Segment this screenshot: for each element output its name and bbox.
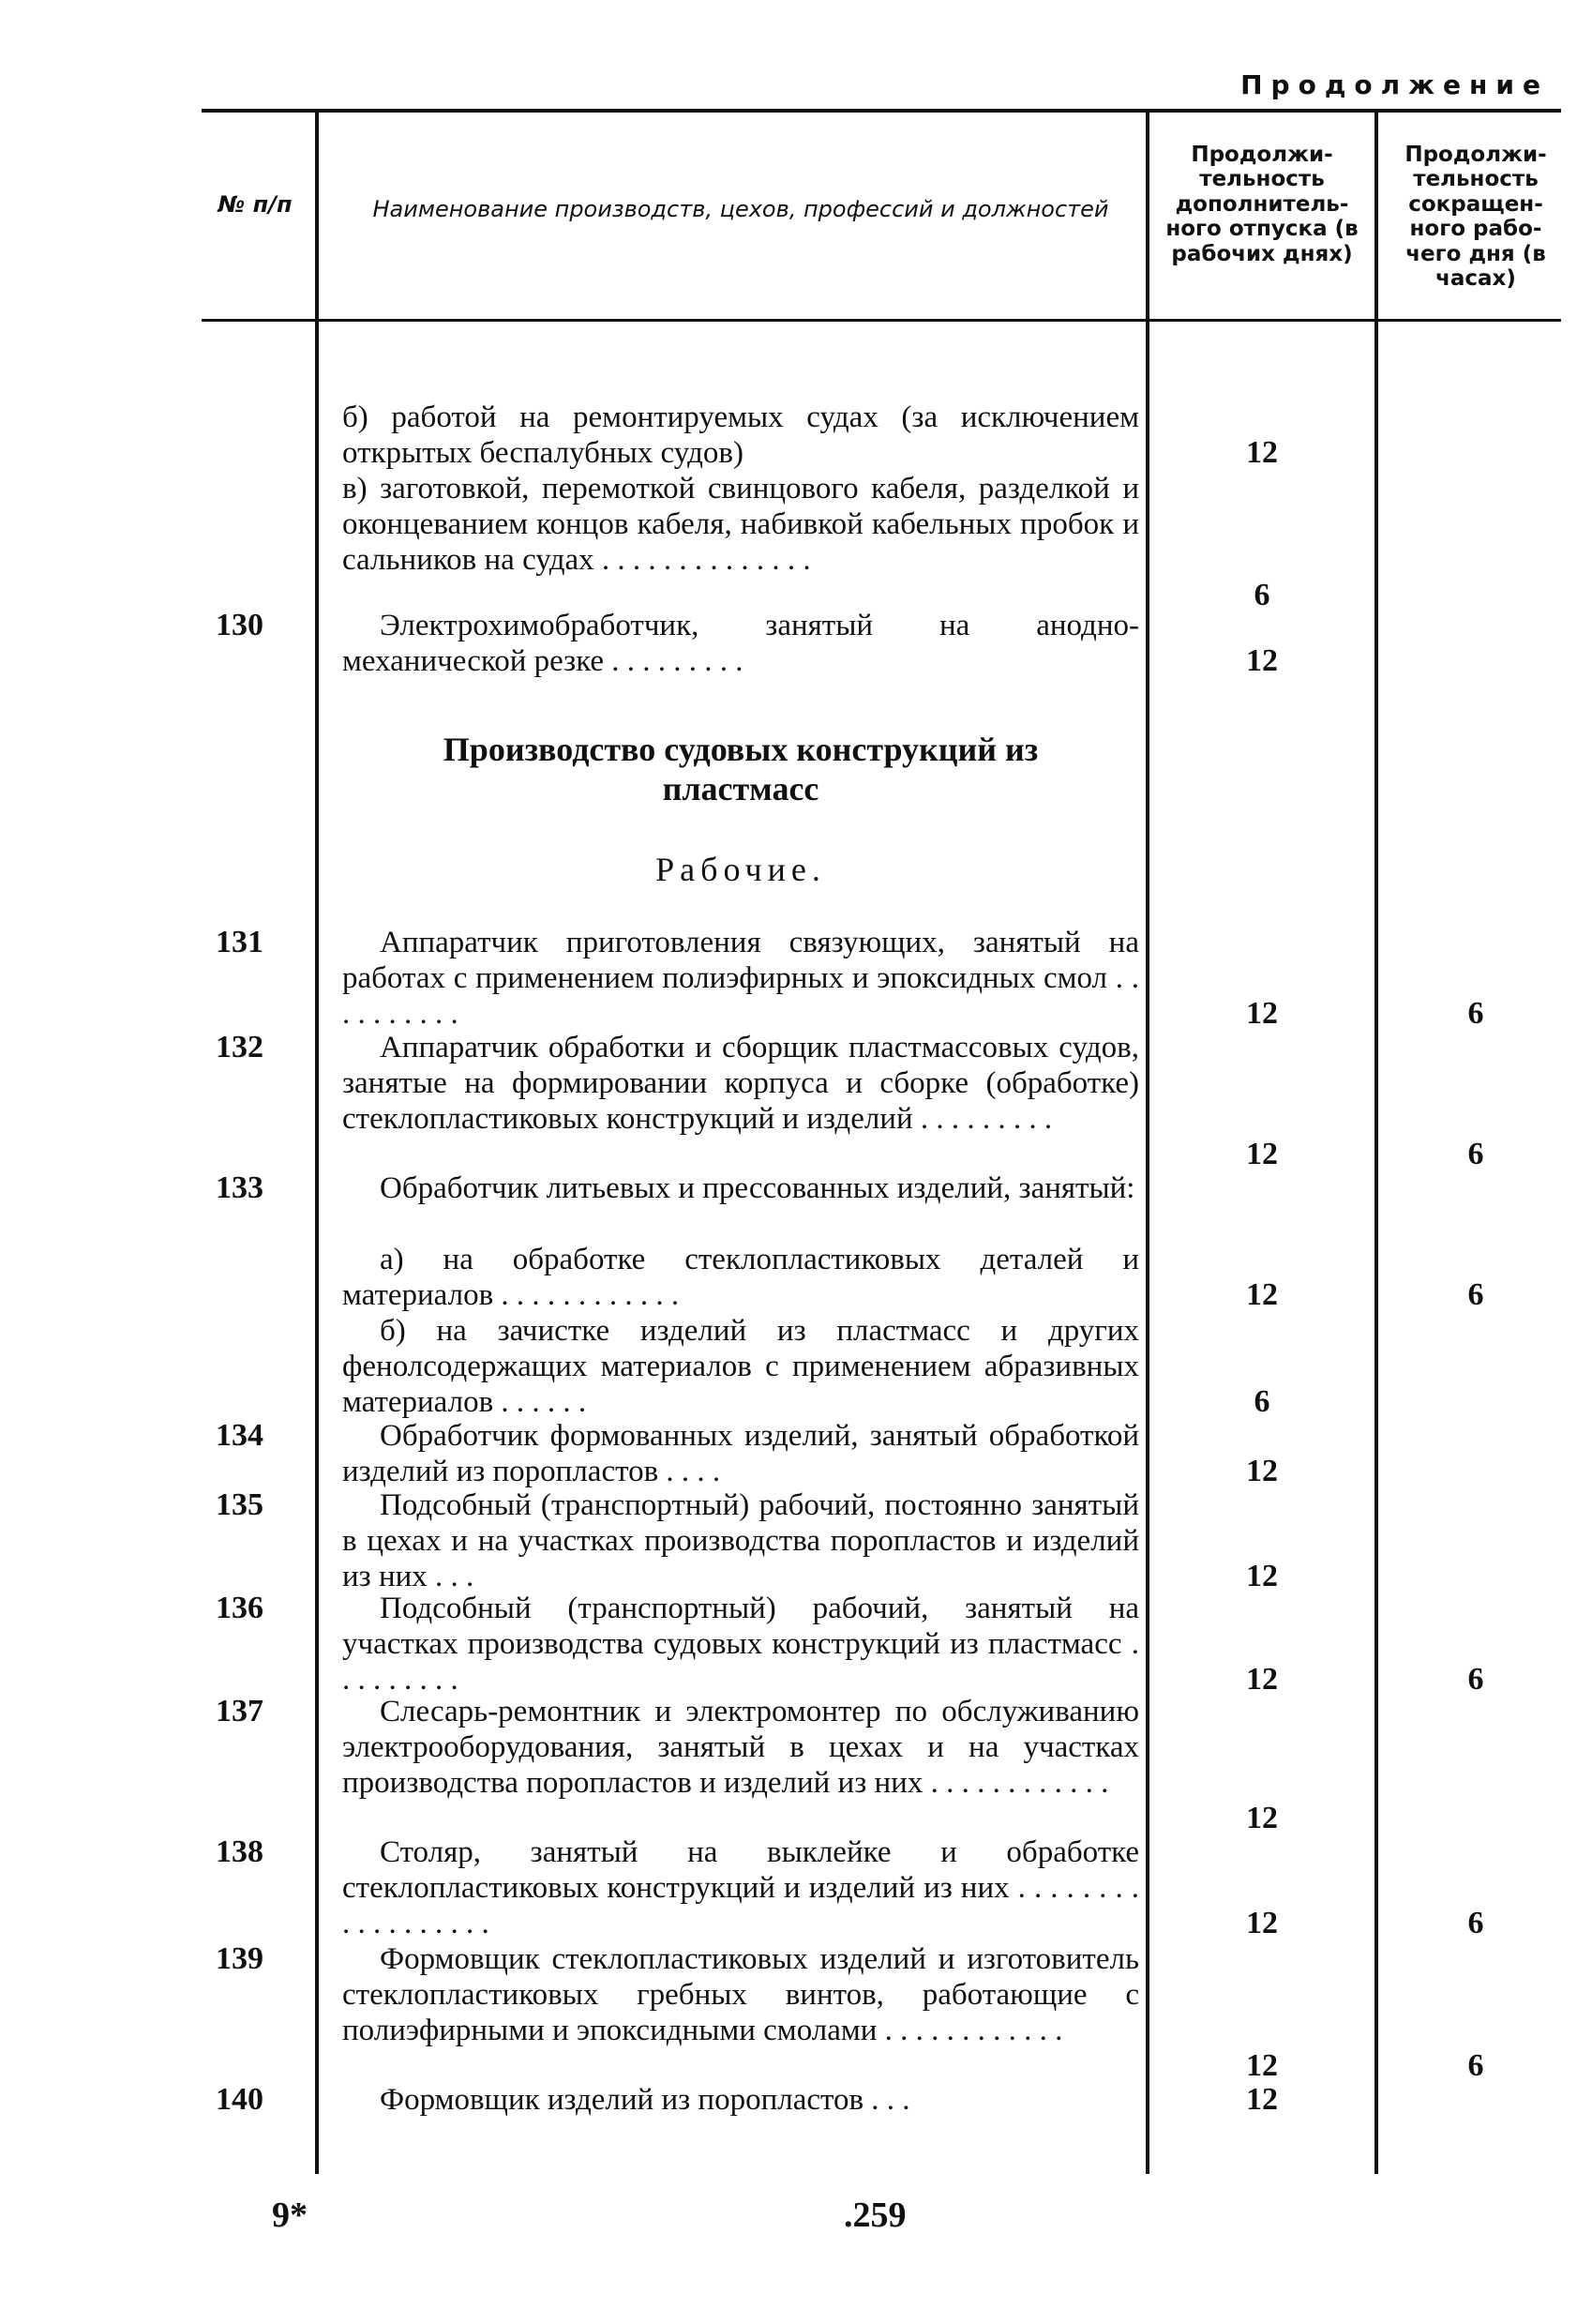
row-number: 133 xyxy=(216,1170,263,1205)
row-number: 134 xyxy=(216,1418,263,1453)
row-additional-leave: 6 xyxy=(1254,578,1270,612)
row-text: Подсобный (транспортный) рабочий, постоянно занятый в цехах и на участках производства поропластов и изделий из них . . . xyxy=(342,1488,1139,1593)
row-number: 135 xyxy=(216,1487,263,1522)
header-bottom-rule xyxy=(202,319,1561,322)
row-reduced-day: 6 xyxy=(1467,1906,1484,1940)
row-additional-leave: 12 xyxy=(1246,1454,1278,1488)
row-text: б) на зачистке изделий из пластмасс и других фенолсодержащих материалов с применением абразивных материалов . . . . . . xyxy=(342,1314,1139,1419)
row-text: в) заготовкой, перемоткой свинцового кабеля, разделкой и оконцеванием концов кабеля, набивкой кабельных пробок и сальников на судах . . . . . . . . . . . . . . xyxy=(342,472,1139,577)
row-text: Обработчик литьевых и прессованных изделий, занятый: xyxy=(380,1171,1135,1205)
row-text: Электрохимобработчик, занятый на анодно-механической резке . . . . . . . . . xyxy=(342,609,1139,678)
row-number: 130 xyxy=(216,608,263,642)
row-additional-leave: 12 xyxy=(1246,1801,1278,1835)
row-additional-leave: 12 xyxy=(1246,1662,1278,1697)
page-number: .259 xyxy=(844,2196,907,2235)
row-reduced-day: 6 xyxy=(1467,1662,1484,1697)
table-top-rule xyxy=(202,109,1561,113)
row-reduced-day: 6 xyxy=(1467,2048,1484,2083)
row-additional-leave: 12 xyxy=(1246,1559,1278,1593)
row-reduced-day: 6 xyxy=(1467,1137,1484,1171)
row-additional-leave: 12 xyxy=(1246,2048,1278,2083)
continued-label: Продолжение xyxy=(1240,69,1549,100)
signature-mark: 9* xyxy=(272,2196,308,2235)
section-subtitle: Рабочие. xyxy=(655,851,826,888)
row-number: 140 xyxy=(216,2082,263,2117)
row-number: 132 xyxy=(216,1030,263,1064)
row-number: 136 xyxy=(216,1591,263,1625)
column-divider-1 xyxy=(315,111,319,2174)
row-text: Столяр, занятый на выклейке и обработке стеклопластиковых конструкций и изделий из них . . . . . . . . . . . . . . . . . . xyxy=(342,1835,1139,1940)
row-text: Подсобный (транспортный) рабочий, занятый на участках производства судовых конструкций из пластмасс . . . . . . . . . xyxy=(342,1592,1139,1697)
header-number: № п/п xyxy=(218,191,293,218)
header-reduced-day: Продолжи- тельность сокращен- ного рабо- чего дня (в часах) xyxy=(1404,143,1547,292)
row-additional-leave: 12 xyxy=(1246,435,1278,470)
row-additional-leave: 12 xyxy=(1246,1906,1278,1940)
row-text: Аппаратчик обработки и сборщик пластмассовых судов, занятые на формировании корпуса и сборке (обработке) стеклопластиковых конструкций и изделий . . . . . . . . . xyxy=(342,1031,1139,1136)
row-additional-leave: 12 xyxy=(1246,2082,1278,2117)
row-text: Аппаратчик приготовления связующих, занятый на работах с применением полиэфирных и эпоксидных смол . . . . . . . . . . xyxy=(342,926,1139,1031)
header-name: Наименование производств, цехов, профессий и должностей xyxy=(372,196,1109,222)
column-divider-3 xyxy=(1374,111,1378,2174)
row-text: Слесарь-ремонтник и электромонтер по обслуживанию электрооборудования, занятый в цехах и на участках производства поропластов и изделий из них . . . . . . . . . . . . xyxy=(342,1695,1139,1800)
row-additional-leave: 12 xyxy=(1246,1277,1278,1312)
section-title: Производство судовых конструкций из пластмасс xyxy=(443,731,1039,807)
row-text: б) работой на ремонтируемых судах (за исключением открытых беспалубных судов) xyxy=(342,400,1139,470)
row-number: 131 xyxy=(216,925,263,959)
row-number: 138 xyxy=(216,1834,263,1869)
row-additional-leave: 6 xyxy=(1254,1384,1270,1419)
row-additional-leave: 12 xyxy=(1246,996,1278,1031)
row-reduced-day: 6 xyxy=(1467,996,1484,1031)
row-number: 139 xyxy=(216,1941,263,1976)
row-text: Формовщик изделий из поропластов . . . xyxy=(380,2083,910,2117)
row-additional-leave: 12 xyxy=(1246,1137,1278,1171)
row-reduced-day: 6 xyxy=(1467,1277,1484,1312)
row-number: 137 xyxy=(216,1694,263,1728)
row-text: Формовщик стеклопластиковых изделий и изготовитель стеклопластиковых гребных винтов, работающие с полиэфирными и эпоксидными смолами . . . . . . . . . . . . xyxy=(342,1942,1139,2047)
row-additional-leave: 12 xyxy=(1246,643,1278,678)
header-additional-leave: Продолжи- тельность дополнитель- ного отпуска (в рабочих днях) xyxy=(1165,143,1359,266)
row-text: а) на обработке стеклопластиковых деталей и материалов . . . . . . . . . . . . xyxy=(342,1243,1139,1312)
row-text: Обработчик формованных изделий, занятый обработкой изделий из поропластов . . . . xyxy=(342,1419,1139,1488)
